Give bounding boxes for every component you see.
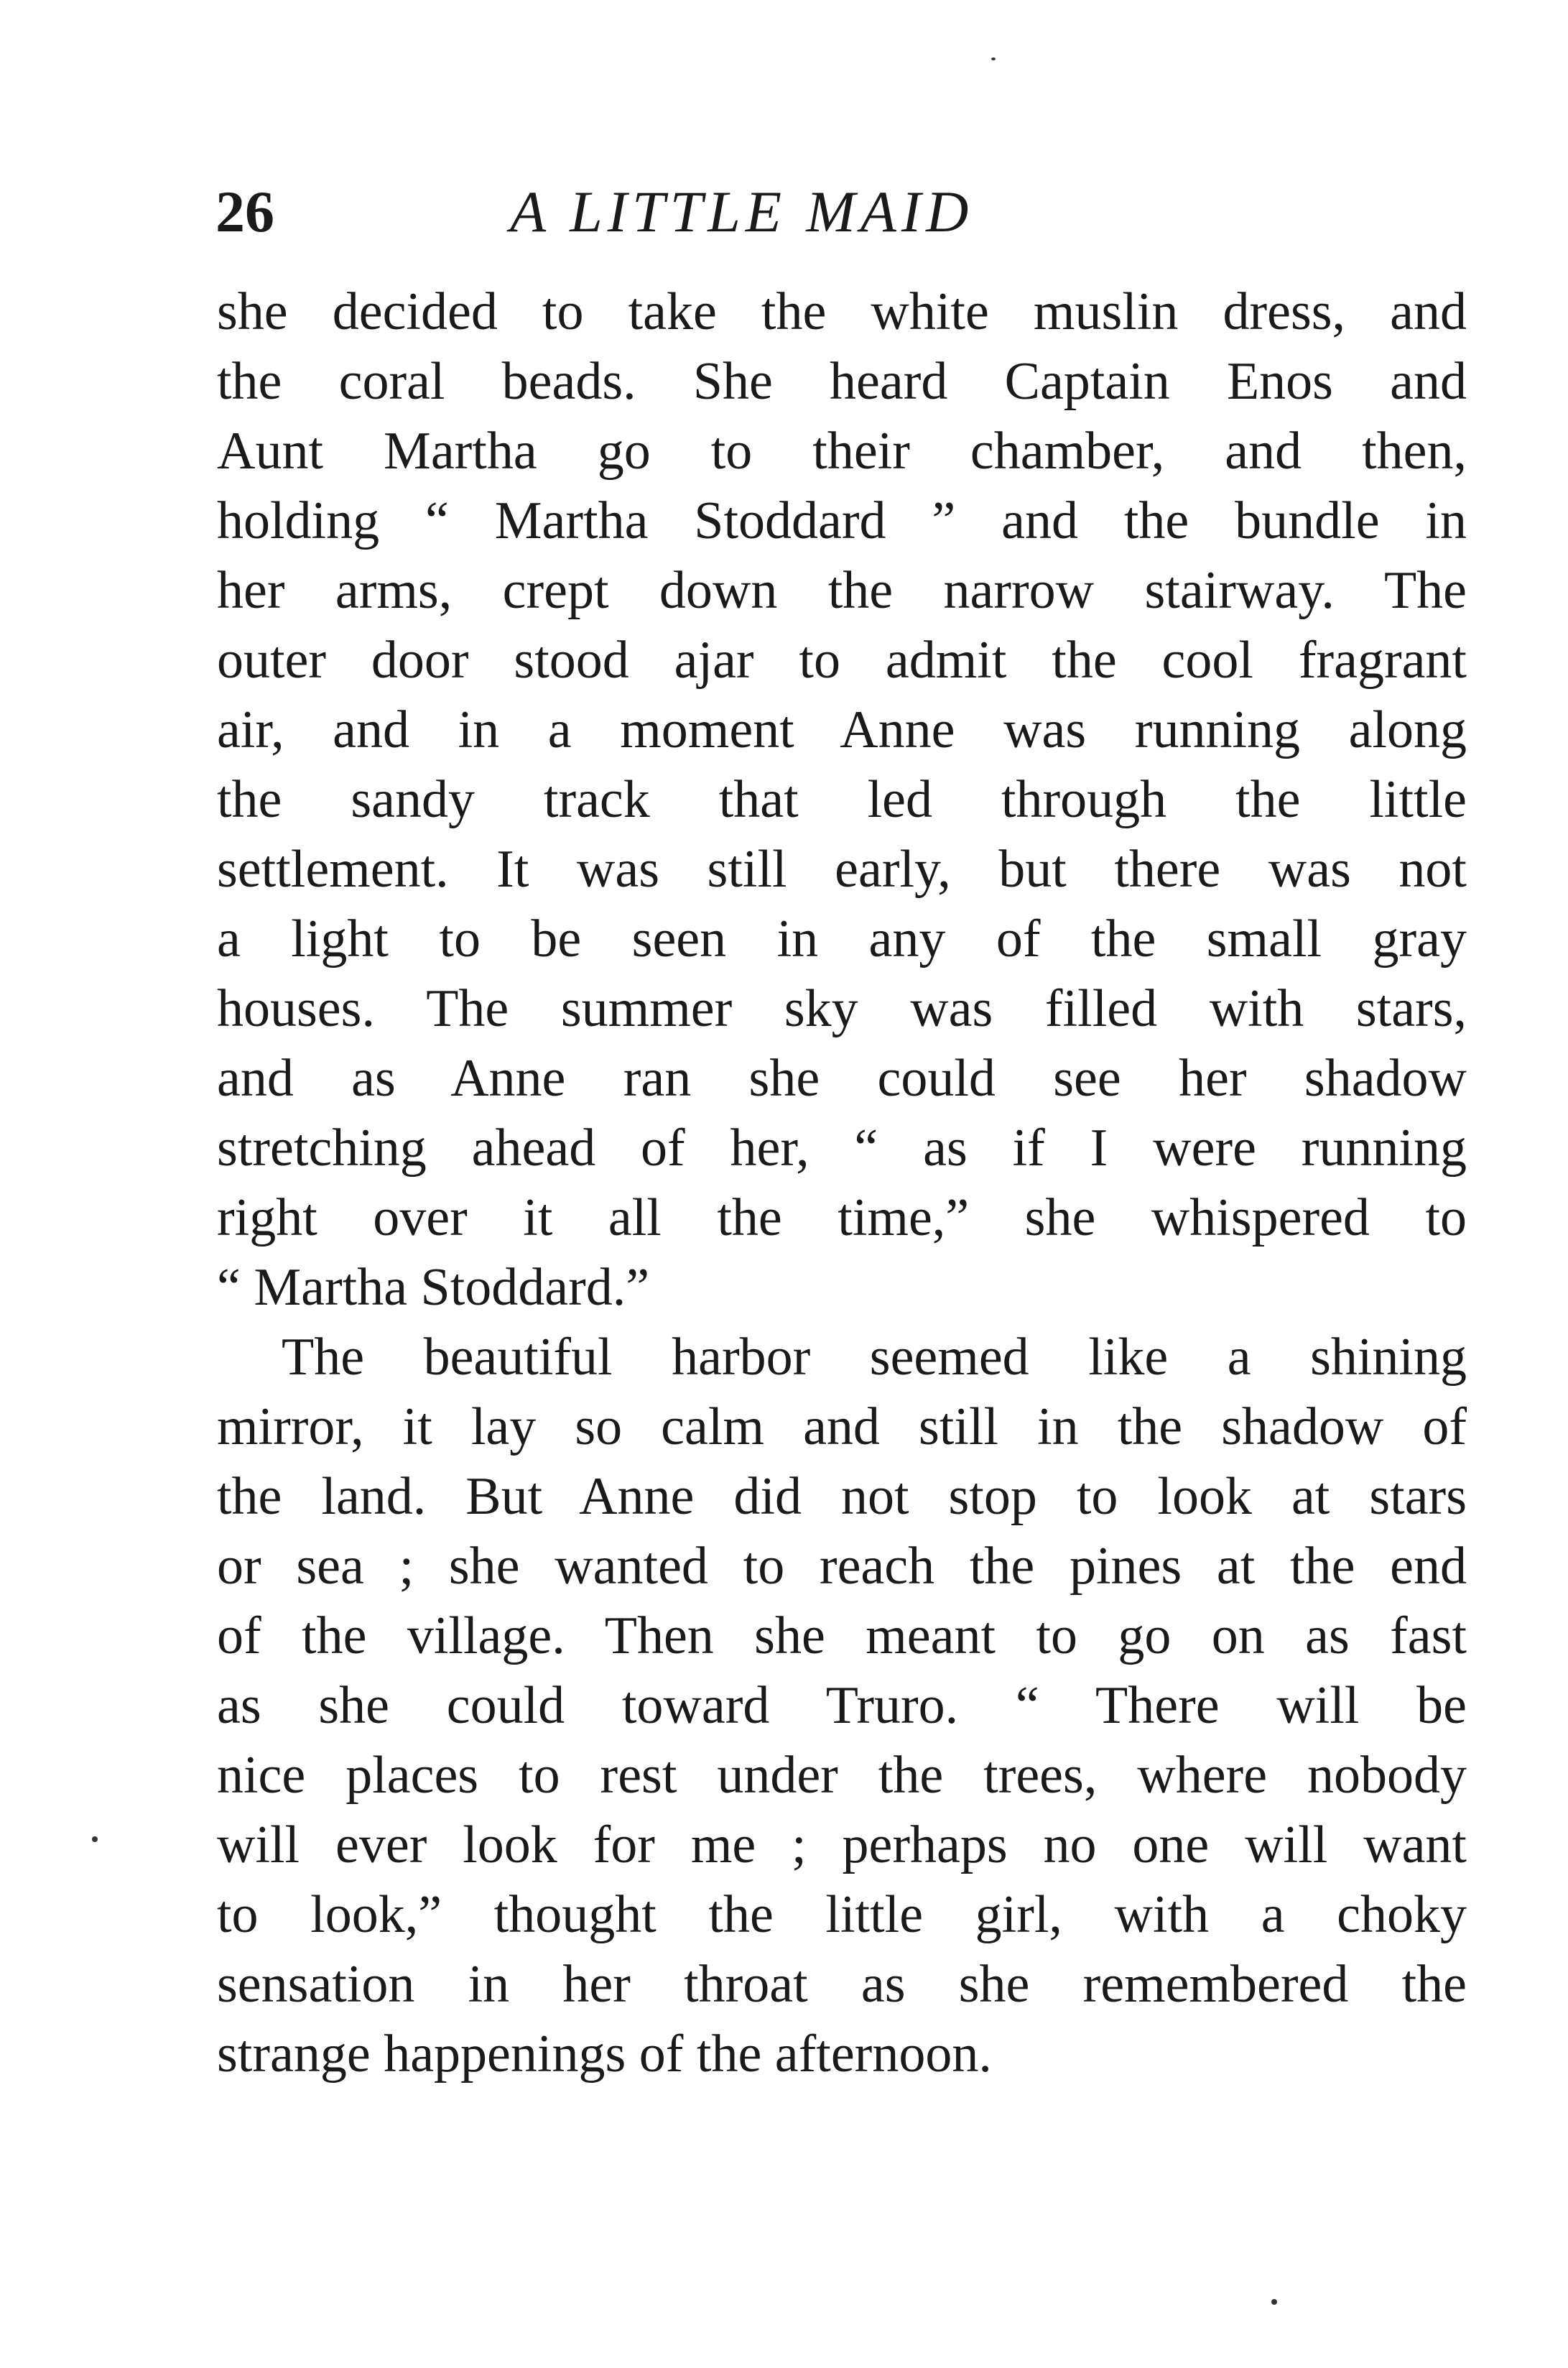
text-line: nice places to rest under the trees, where nobody — [217, 1746, 1467, 1805]
text-line: to look,” thought the little girl, with a choky — [217, 1885, 1467, 1944]
print-speck — [1271, 2299, 1277, 2305]
paragraph-1 — [217, 277, 1467, 1323]
text-line: outer door stood ajar to admit the cool fragrant — [217, 631, 1467, 690]
text-line: as she could toward Truro. “ There will be — [217, 1676, 1467, 1735]
text-line: The beautiful harbor seemed like a shining — [282, 1328, 1467, 1387]
text-line: houses. The summer sky was filled with stars, — [217, 979, 1467, 1038]
text-line: the land. But Anne did not stop to look at stars — [217, 1467, 1467, 1526]
running-title: A LITTLE MAID — [510, 179, 974, 244]
text-line: “ Martha Stoddard.” — [217, 1258, 650, 1317]
text-line: or sea ; she wanted to reach the pines at the end — [217, 1537, 1467, 1596]
text-line: right over it all the time,” she whispered to — [217, 1188, 1467, 1247]
print-speck — [991, 57, 996, 60]
body-text — [217, 277, 1467, 2089]
text-line: sensation in her throat as she remembered the — [217, 1955, 1467, 2014]
text-line: will ever look for me ; perhaps no one will want — [217, 1816, 1467, 1874]
text-line: stretching ahead of her, “ as if I were running — [217, 1119, 1467, 1178]
print-speck — [92, 1836, 98, 1842]
page-header — [215, 172, 1465, 251]
text-line: holding “ Martha Stoddard ” and the bundle in — [217, 491, 1467, 550]
text-line: a light to be seen in any of the small gray — [217, 910, 1467, 968]
text-line: mirror, it lay so calm and still in the shadow of — [217, 1397, 1467, 1456]
text-line: Aunt Martha go to their chamber, and then, — [217, 422, 1467, 481]
text-line: and as Anne ran she could see her shadow — [217, 1049, 1467, 1108]
text-line: she decided to take the white muslin dress, and — [217, 282, 1467, 341]
text-line: her arms, crept down the narrow stairway. The — [217, 561, 1467, 620]
text-line: of the village. Then she meant to go on as fast — [217, 1606, 1467, 1665]
text-line: the coral beads. She heard Captain Enos and — [217, 352, 1467, 411]
page-number: 26 — [215, 179, 274, 244]
text-line: strange happenings of the afternoon. — [217, 2025, 992, 2083]
text-line: the sandy track that led through the little — [217, 770, 1467, 829]
text-line: air, and in a moment Anne was running along — [217, 700, 1467, 759]
text-line: settlement. It was still early, but there was not — [217, 840, 1467, 899]
paragraph-2 — [217, 1323, 1467, 2089]
